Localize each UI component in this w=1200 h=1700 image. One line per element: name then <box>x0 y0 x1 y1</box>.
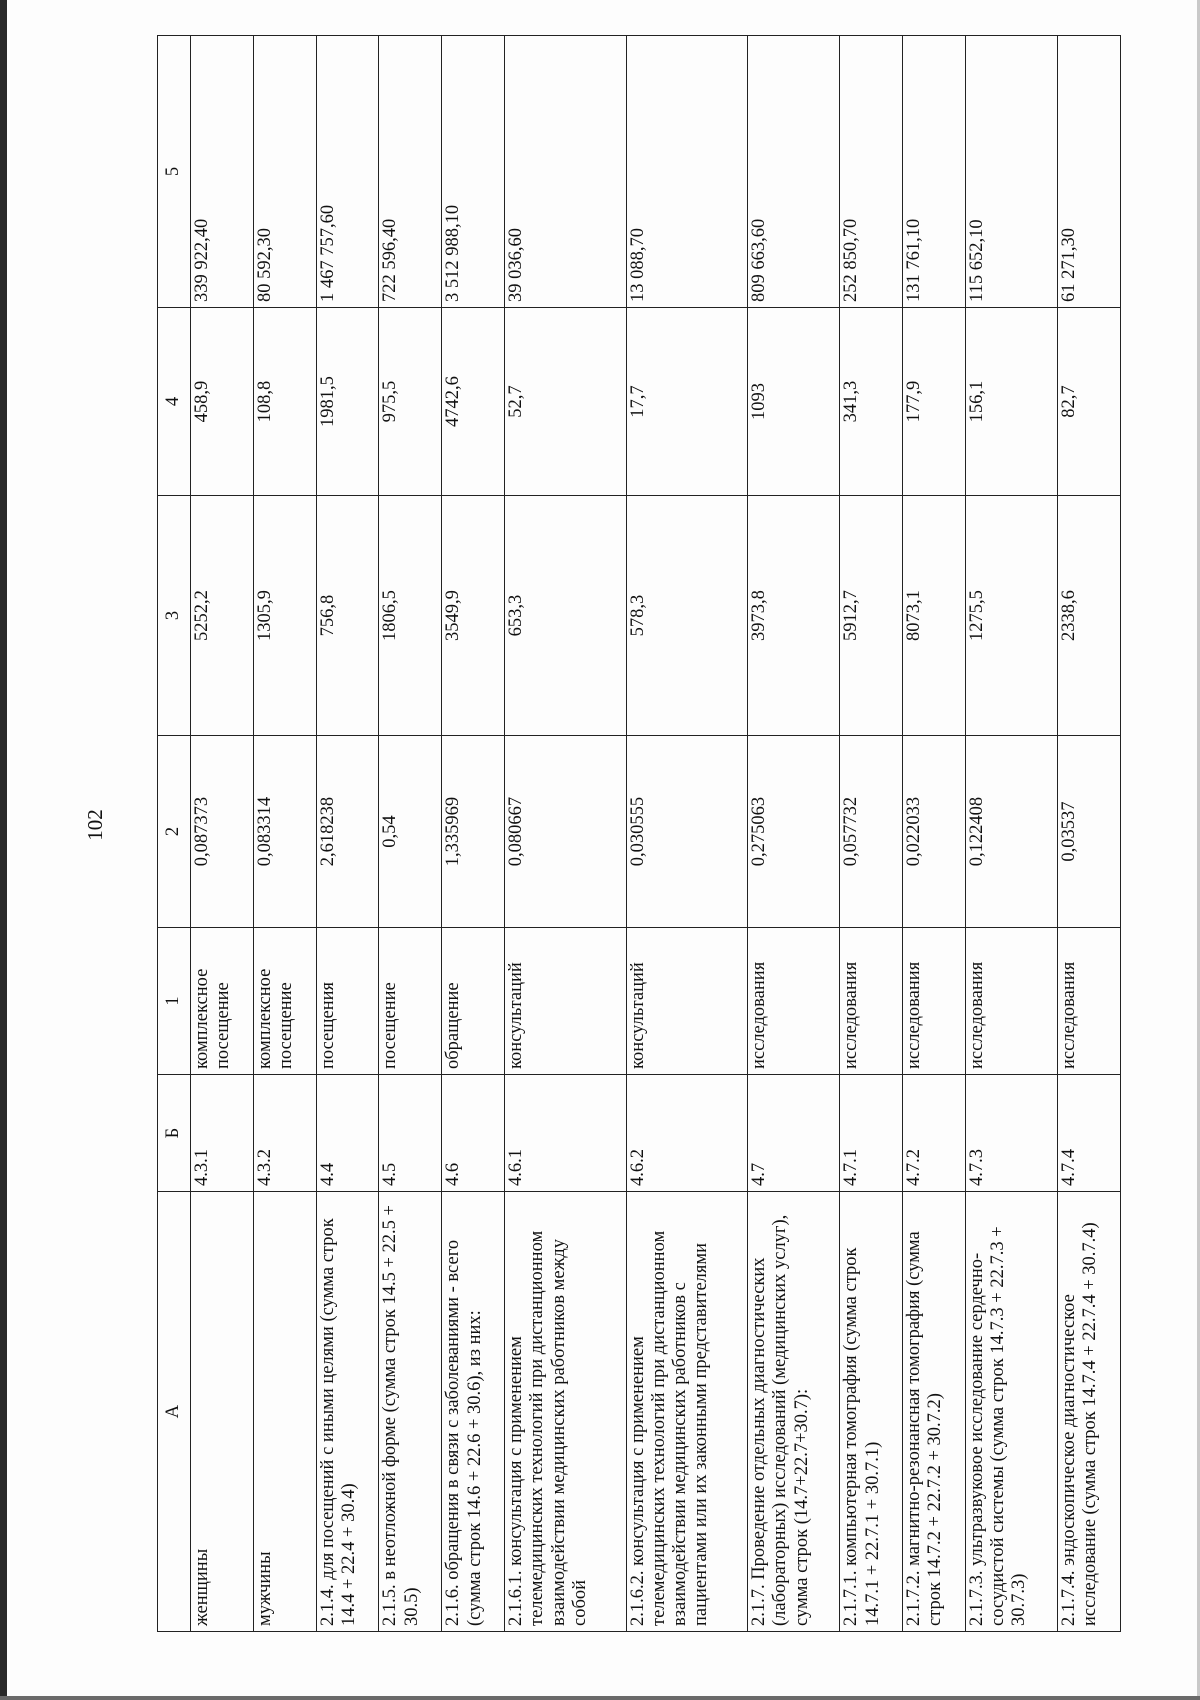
row-code-cell: 4.3.2 <box>253 1075 316 1192</box>
table-row <box>965 36 1057 1632</box>
row-cost-cell: 1275,5 <box>965 496 1057 736</box>
row-per-capita-cell: 17,7 <box>626 308 748 496</box>
row-name-cell: 2.1.4. для посещений с иными целями (сумма строк 14.4 + 22.4 + 30.4) <box>316 1192 379 1632</box>
row-name-cell: 2.1.7.3. ультразвуковое исследование сердечно-сосудистой системы (сумма строк 14.7.3 + 22.7.3 + 30.7.3) <box>965 1192 1057 1632</box>
row-unit-cell: посещения <box>316 928 379 1075</box>
row-cost-cell: 756,8 <box>316 496 379 736</box>
row-norm-cell: 0,030555 <box>626 736 748 928</box>
row-total-cell: 722 596,40 <box>379 36 442 308</box>
row-per-capita-cell: 341,3 <box>840 308 903 496</box>
table-row <box>442 36 505 1632</box>
row-cost-cell: 578,3 <box>626 496 748 736</box>
row-name-cell: мужчины <box>253 1192 316 1632</box>
row-cost-cell: 2338,6 <box>1058 496 1121 736</box>
row-code-cell: 4.3.1 <box>191 1075 254 1192</box>
row-norm-cell: 0,057732 <box>840 736 903 928</box>
table-row <box>505 36 627 1632</box>
table-header <box>158 36 191 1632</box>
row-total-cell: 80 592,30 <box>253 36 316 308</box>
header-cell-5: 5 <box>158 36 191 308</box>
data-table <box>157 35 1121 1632</box>
row-name-cell: 2.1.5. в неотложной форме (сумма строк 14.5 + 22.5 + 30.5) <box>379 1192 442 1632</box>
table-row <box>840 36 903 1632</box>
row-name-cell: 2.1.7. Проведение отдельных диагностических (лабораторных) исследований (медицинских услуг), сумма строк (14.7+22.7+30.7): <box>748 1192 840 1632</box>
scan-edge-bottom <box>0 1696 1200 1700</box>
table-row <box>316 36 379 1632</box>
header-cell-b: Б <box>158 1075 191 1192</box>
row-per-capita-cell: 108,8 <box>253 308 316 496</box>
row-unit-cell: консультаций <box>505 928 627 1075</box>
row-total-cell: 809 663,60 <box>748 36 840 308</box>
row-per-capita-cell: 4742,6 <box>442 308 505 496</box>
row-total-cell: 13 088,70 <box>626 36 748 308</box>
row-norm-cell: 0,54 <box>379 736 442 928</box>
row-code-cell: 4.6.2 <box>626 1075 748 1192</box>
row-norm-cell: 0,275063 <box>748 736 840 928</box>
row-name-cell: 2.1.7.1. компьютерная томография (сумма строк 14.7.1 + 22.7.1 + 30.7.1) <box>840 1192 903 1632</box>
row-total-cell: 1 467 757,60 <box>316 36 379 308</box>
row-total-cell: 252 850,70 <box>840 36 903 308</box>
row-unit-cell: исследования <box>1058 928 1121 1075</box>
row-norm-cell: 0,080667 <box>505 736 627 928</box>
row-name-cell: 2.1.6. обращения в связи с заболеваниями - всего (сумма строк 14.6 + 22.6 + 30.6), из них: <box>442 1192 505 1632</box>
row-name-cell: 2.1.6.1. консультация с применением телемедицинских технологий при дистанционном взаимодействии медицинских работников между собой <box>505 1192 627 1632</box>
row-name-cell: 2.1.6.2. консультация с применением телемедицинских технологий при дистанционном взаимодействии медицинских работников с пациентами или их законными представителями <box>626 1192 748 1632</box>
row-total-cell: 339 922,40 <box>191 36 254 308</box>
row-norm-cell: 0,083314 <box>253 736 316 928</box>
table-row <box>748 36 840 1632</box>
row-code-cell: 4.6.1 <box>505 1075 627 1192</box>
header-row <box>158 36 191 1632</box>
table-row <box>379 36 442 1632</box>
row-cost-cell: 3973,8 <box>748 496 840 736</box>
row-code-cell: 4.7.1 <box>840 1075 903 1192</box>
row-unit-cell: исследования <box>748 928 840 1075</box>
row-cost-cell: 1806,5 <box>379 496 442 736</box>
row-total-cell: 115 652,10 <box>965 36 1057 308</box>
row-norm-cell: 0,122408 <box>965 736 1057 928</box>
header-cell-2: 2 <box>158 736 191 928</box>
row-total-cell: 61 271,30 <box>1058 36 1121 308</box>
row-name-cell: женщины <box>191 1192 254 1632</box>
row-per-capita-cell: 177,9 <box>903 308 966 496</box>
row-per-capita-cell: 975,5 <box>379 308 442 496</box>
row-unit-cell: консультаций <box>626 928 748 1075</box>
row-code-cell: 4.4 <box>316 1075 379 1192</box>
page-number: 102 <box>83 809 107 841</box>
row-name-cell: 2.1.7.2. магнитно-резонансная томография (сумма строк 14.7.2 + 22.7.2 + 30.7.2) <box>903 1192 966 1632</box>
row-unit-cell: посещение <box>379 928 442 1075</box>
row-cost-cell: 5912,7 <box>840 496 903 736</box>
row-unit-cell: исследования <box>903 928 966 1075</box>
row-per-capita-cell: 1093 <box>748 308 840 496</box>
row-code-cell: 4.5 <box>379 1075 442 1192</box>
row-per-capita-cell: 52,7 <box>505 308 627 496</box>
table-row <box>903 36 966 1632</box>
table-body <box>191 36 1121 1632</box>
row-unit-cell: обращение <box>442 928 505 1075</box>
header-cell-1: 1 <box>158 928 191 1075</box>
header-cell-a: А <box>158 1192 191 1632</box>
header-cell-3: 3 <box>158 496 191 736</box>
row-unit-cell: исследования <box>965 928 1057 1075</box>
row-per-capita-cell: 156,1 <box>965 308 1057 496</box>
row-per-capita-cell: 458,9 <box>191 308 254 496</box>
row-code-cell: 4.7 <box>748 1075 840 1192</box>
row-unit-cell: комплексное посещение <box>191 928 254 1075</box>
row-cost-cell: 3549,9 <box>442 496 505 736</box>
rotated-table-container <box>157 36 1121 1632</box>
row-total-cell: 131 761,10 <box>903 36 966 308</box>
row-code-cell: 4.6 <box>442 1075 505 1192</box>
row-unit-cell: исследования <box>840 928 903 1075</box>
row-cost-cell: 653,3 <box>505 496 627 736</box>
row-norm-cell: 0,022033 <box>903 736 966 928</box>
row-norm-cell: 2,618238 <box>316 736 379 928</box>
row-cost-cell: 5252,2 <box>191 496 254 736</box>
scan-edge-left <box>0 0 7 1700</box>
table-row <box>626 36 748 1632</box>
row-total-cell: 3 512 988,10 <box>442 36 505 308</box>
row-code-cell: 4.7.4 <box>1058 1075 1121 1192</box>
row-code-cell: 4.7.2 <box>903 1075 966 1192</box>
table-row <box>253 36 316 1632</box>
row-per-capita-cell: 1981,5 <box>316 308 379 496</box>
row-code-cell: 4.7.3 <box>965 1075 1057 1192</box>
row-total-cell: 39 036,60 <box>505 36 627 308</box>
row-name-cell: 2.1.7.4. эндоскопическое диагностическое исследование (сумма строк 14.7.4 + 22.7.4 + 30.7.4) <box>1058 1192 1121 1632</box>
row-cost-cell: 1305,9 <box>253 496 316 736</box>
row-cost-cell: 8073,1 <box>903 496 966 736</box>
row-norm-cell: 1,335969 <box>442 736 505 928</box>
header-cell-4: 4 <box>158 308 191 496</box>
row-per-capita-cell: 82,7 <box>1058 308 1121 496</box>
row-norm-cell: 0,03537 <box>1058 736 1121 928</box>
row-unit-cell: комплексное посещение <box>253 928 316 1075</box>
table-row <box>191 36 254 1632</box>
row-norm-cell: 0,087373 <box>191 736 254 928</box>
table-row <box>1058 36 1121 1632</box>
